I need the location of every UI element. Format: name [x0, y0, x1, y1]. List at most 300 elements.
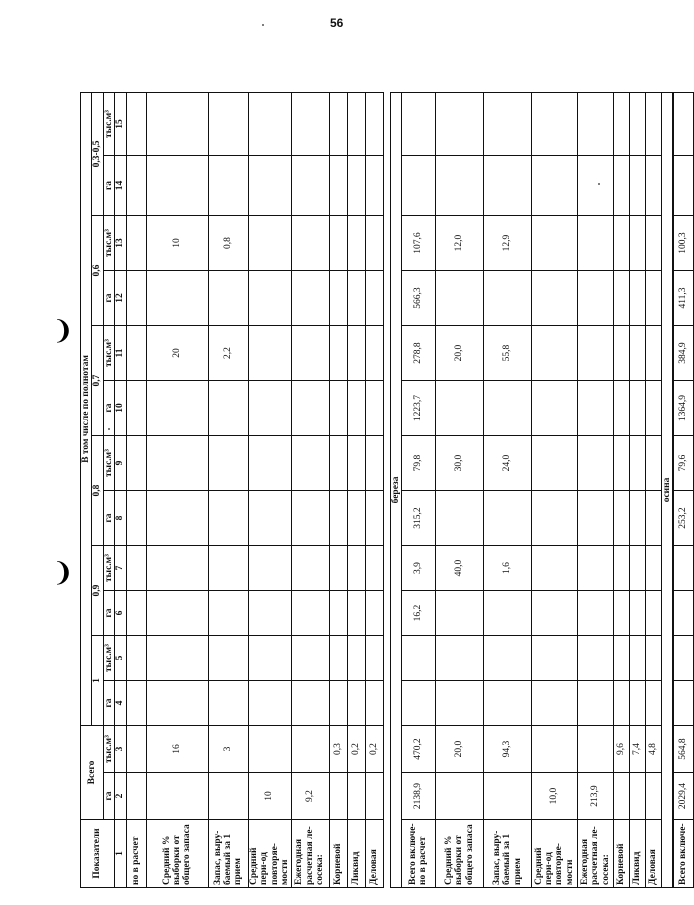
table-cell: 100,3	[673, 216, 693, 271]
table-cell	[126, 491, 146, 546]
table-cell	[577, 326, 613, 381]
table-cell	[531, 326, 577, 381]
table-cell	[577, 591, 613, 636]
table-cell	[291, 591, 329, 636]
table-cell	[435, 156, 483, 216]
table-cell: 253,2	[673, 491, 693, 546]
table-cell	[291, 216, 329, 271]
table-cell: 1223,7	[401, 381, 435, 436]
table-cell	[365, 773, 383, 820]
table-cell	[208, 491, 248, 546]
table-cell	[146, 546, 208, 591]
header-group: 0,6	[92, 216, 103, 326]
header-group: 0,7	[92, 326, 103, 436]
table-cell: 16,2	[401, 591, 435, 636]
table-cell	[248, 156, 291, 216]
table-cell	[629, 436, 645, 491]
table-cell	[531, 156, 577, 216]
table-cell	[146, 271, 208, 326]
table-cell	[673, 681, 693, 726]
table-cell	[577, 681, 613, 726]
table-cell: 0,2	[365, 726, 383, 773]
table-cell: 564,8	[673, 726, 693, 773]
table-cell: 1,6	[483, 546, 531, 591]
table-cell: 470,2	[401, 726, 435, 773]
table-cell	[531, 726, 577, 773]
table-cell	[248, 216, 291, 271]
table-cell: 20,0	[435, 326, 483, 381]
table-cell	[126, 326, 146, 381]
table-cell	[531, 591, 577, 636]
header-unit: тыс.м³	[103, 216, 114, 271]
section-label-birch: береза	[390, 92, 401, 887]
header-unit: тыс.м³	[103, 436, 114, 491]
table-cell	[435, 681, 483, 726]
table-cell	[329, 381, 347, 436]
table-cell: 107,6	[401, 216, 435, 271]
table-cell	[401, 636, 435, 681]
allowable-cut-table	[80, 92, 694, 888]
row-label: Корневой	[613, 820, 629, 888]
table-cell: 0,8	[208, 216, 248, 271]
table-cell	[531, 636, 577, 681]
table-cell	[629, 156, 645, 216]
table-cell	[248, 436, 291, 491]
table-cell	[531, 546, 577, 591]
table-row	[531, 92, 577, 887]
column-number: 2	[115, 773, 126, 820]
table-row	[365, 92, 383, 887]
column-number: 11	[115, 326, 126, 381]
table-cell	[673, 546, 693, 591]
table-cell	[365, 591, 383, 636]
table-cell	[291, 491, 329, 546]
table-cell	[146, 436, 208, 491]
column-number: 9	[115, 436, 126, 491]
table-cell: 213,9	[577, 773, 613, 820]
table-cell	[483, 681, 531, 726]
table-cell	[248, 381, 291, 436]
table-cell	[577, 216, 613, 271]
header-unit: тыс.м³	[103, 726, 114, 773]
table-cell	[146, 636, 208, 681]
table-cell: 16	[146, 726, 208, 773]
table-cell	[365, 326, 383, 381]
table-cell	[329, 436, 347, 491]
table-cell	[673, 636, 693, 681]
table-cell	[126, 271, 146, 326]
table-cell	[146, 381, 208, 436]
page-number: 56	[330, 16, 344, 30]
scan-speck	[262, 24, 264, 26]
table-cell	[577, 636, 613, 681]
table-cell	[645, 636, 661, 681]
table-row	[291, 92, 329, 887]
table-cell	[208, 636, 248, 681]
table-cell	[577, 381, 613, 436]
table-cell	[126, 636, 146, 681]
table-cell	[208, 271, 248, 326]
table-cell	[329, 92, 347, 155]
header-unit: тыс.м³	[103, 546, 114, 591]
table-cell	[208, 591, 248, 636]
row-label: Ежегодная расчетная ле-сосека:	[577, 820, 613, 888]
table-cell	[347, 491, 365, 546]
table-cell	[531, 92, 577, 155]
table-cell	[291, 92, 329, 155]
header-row-units	[103, 92, 114, 887]
table-cell: 3,9	[401, 546, 435, 591]
row-label: но в расчет	[126, 820, 146, 888]
table-cell	[329, 271, 347, 326]
row-label: Всего включе-но в расчет	[401, 820, 435, 888]
table-cell	[126, 726, 146, 773]
table-cell	[146, 773, 208, 820]
table-row	[577, 92, 613, 887]
table-cell	[365, 491, 383, 546]
table-cell	[291, 726, 329, 773]
table-cell	[126, 681, 146, 726]
table-cell	[208, 681, 248, 726]
table-cell	[126, 436, 146, 491]
header-unit: га	[103, 491, 114, 546]
table-cell	[365, 92, 383, 155]
table-cell	[483, 156, 531, 216]
table-cell	[613, 773, 629, 820]
table-cell	[347, 591, 365, 636]
table-cell	[645, 326, 661, 381]
table-cell	[613, 436, 629, 491]
table-row	[483, 92, 531, 887]
header-unit: га	[103, 773, 114, 820]
table-cell: 10	[248, 773, 291, 820]
row-label: Деловая	[365, 820, 383, 888]
section-row	[390, 92, 401, 887]
header-group: 0,8	[92, 436, 103, 546]
table-cell: 411,3	[673, 271, 693, 326]
table-cell: 0,2	[347, 726, 365, 773]
table-cell	[435, 773, 483, 820]
table-cell	[248, 591, 291, 636]
table-cell: 9,6	[613, 726, 629, 773]
section-birch	[383, 92, 401, 887]
table-cell	[126, 773, 146, 820]
table-cell	[645, 491, 661, 546]
column-number: 14	[115, 156, 126, 216]
column-number: 10	[115, 381, 126, 436]
table-cell	[347, 773, 365, 820]
row-label: Ликвид	[629, 820, 645, 888]
table-cell: 20	[146, 326, 208, 381]
row-label: Средний пери-од повторяе-мости	[531, 820, 577, 888]
table-cell	[629, 491, 645, 546]
table-cell	[208, 773, 248, 820]
table-cell: 384,9	[673, 326, 693, 381]
table-cell	[435, 491, 483, 546]
table-cell	[577, 271, 613, 326]
header-unit: га	[103, 156, 114, 216]
table-cell	[483, 636, 531, 681]
table-cell	[291, 156, 329, 216]
header-unit: тыс.м³	[103, 326, 114, 381]
table-cell	[613, 216, 629, 271]
table-cell	[291, 326, 329, 381]
table-cell	[329, 636, 347, 681]
table-cell	[613, 92, 629, 155]
scan-mark-icon: ❩	[52, 558, 74, 588]
table-cell: 9,2	[291, 773, 329, 820]
table-cell: 30,0	[435, 436, 483, 491]
table-cell	[329, 491, 347, 546]
table-cell	[531, 436, 577, 491]
table-cell	[483, 381, 531, 436]
gap-cell	[383, 92, 390, 887]
table-cell	[577, 436, 613, 491]
table-cell	[329, 681, 347, 726]
table-cell	[613, 381, 629, 436]
table-cell	[483, 591, 531, 636]
table-cell: 10,0	[531, 773, 577, 820]
row-label: Средний пери-од повторяе-мости	[248, 820, 291, 888]
table-cell	[435, 271, 483, 326]
table-cell: 278,8	[401, 326, 435, 381]
header-unit: га	[103, 681, 114, 726]
table-cell	[291, 271, 329, 326]
header-unit: га	[103, 381, 114, 436]
row-label: Запас, выру-баемый за 1 прием	[483, 820, 531, 888]
table-cell	[291, 381, 329, 436]
table-cell	[365, 546, 383, 591]
table-cell	[126, 591, 146, 636]
table-cell	[613, 326, 629, 381]
section-label-aspen: осина	[661, 92, 673, 887]
table-cell: 7,4	[629, 726, 645, 773]
header-unit: га	[103, 271, 114, 326]
table-cell	[365, 381, 383, 436]
table-cell	[347, 271, 365, 326]
table-cell	[401, 681, 435, 726]
table-cell	[645, 436, 661, 491]
table-cell: 10	[146, 216, 208, 271]
column-number: 5	[115, 636, 126, 681]
table-cell	[365, 436, 383, 491]
table-cell	[613, 546, 629, 591]
table-cell	[347, 381, 365, 436]
table-cell	[401, 156, 435, 216]
table-cell	[613, 636, 629, 681]
table-cell	[613, 591, 629, 636]
header-row-numbers	[115, 92, 126, 887]
table-cell	[629, 773, 645, 820]
table-cell: 2029,4	[673, 773, 693, 820]
table-cell	[483, 773, 531, 820]
table-cell	[645, 546, 661, 591]
table-cell	[329, 216, 347, 271]
table-cell	[531, 271, 577, 326]
table-cell	[146, 491, 208, 546]
table-row	[329, 92, 347, 887]
section-row	[661, 92, 673, 887]
table-cell	[248, 546, 291, 591]
table-cell	[577, 92, 613, 155]
table-cell	[347, 546, 365, 591]
table-cell	[613, 271, 629, 326]
table-cell	[629, 546, 645, 591]
table-cell	[248, 681, 291, 726]
table-cell	[673, 591, 693, 636]
table-cell	[483, 92, 531, 155]
table-cell	[613, 491, 629, 546]
table-cell	[613, 681, 629, 726]
table-cell	[629, 271, 645, 326]
header-unit: га	[103, 591, 114, 636]
table-cell	[291, 681, 329, 726]
table-cell	[126, 92, 146, 155]
header-row-1	[81, 92, 92, 887]
table-cell	[629, 636, 645, 681]
table-cell	[365, 271, 383, 326]
table-cell: 2138,9	[401, 773, 435, 820]
table-row	[248, 92, 291, 887]
header-group: 0,3-0,5	[92, 92, 103, 215]
table-cell	[531, 381, 577, 436]
header-group: 0,9	[92, 546, 103, 636]
table-row	[401, 92, 435, 887]
table-cell	[208, 92, 248, 155]
table-cell	[208, 156, 248, 216]
table-cell	[329, 773, 347, 820]
table-cell	[208, 381, 248, 436]
table-cell	[531, 216, 577, 271]
table-cell	[347, 156, 365, 216]
row-label: Ликвид	[347, 820, 365, 888]
table-cell	[146, 156, 208, 216]
table-row	[146, 92, 208, 887]
header-in-fullness: В том числе по полнотам	[81, 92, 92, 725]
header-indicators: Показатели	[81, 820, 115, 888]
header-unit: тыс.м³	[103, 92, 114, 155]
table-cell	[329, 326, 347, 381]
table-cell	[645, 773, 661, 820]
column-number: 15	[115, 92, 126, 155]
gap-row	[383, 92, 390, 887]
table-cell	[613, 156, 629, 216]
table-cell	[435, 92, 483, 155]
table-row	[629, 92, 645, 887]
column-number: 13	[115, 216, 126, 271]
table-cell	[577, 156, 613, 216]
block-2-rows	[401, 92, 661, 887]
table-cell: 4,8	[645, 726, 661, 773]
table-cell	[483, 271, 531, 326]
table-cell	[248, 636, 291, 681]
table-cell	[645, 271, 661, 326]
table-cell	[577, 546, 613, 591]
table-cell	[208, 546, 248, 591]
column-number: 7	[115, 546, 126, 591]
table-cell	[248, 271, 291, 326]
table-cell: 55,8	[483, 326, 531, 381]
table-cell	[577, 726, 613, 773]
row-label: Корневой	[329, 820, 347, 888]
table-row	[645, 92, 661, 887]
table-cell	[248, 491, 291, 546]
table-cell	[645, 216, 661, 271]
table-cell	[629, 591, 645, 636]
table-cell	[673, 156, 693, 216]
table-cell: 1364,9	[673, 381, 693, 436]
table-cell	[629, 326, 645, 381]
table-cell: 40,0	[435, 546, 483, 591]
column-number: 6	[115, 591, 126, 636]
block-1-rows	[126, 92, 383, 887]
table-cell	[435, 591, 483, 636]
table-row	[435, 92, 483, 887]
row-label: Средний % выборки от общего запаса	[435, 820, 483, 888]
row-label: Деловая	[645, 820, 661, 888]
table-cell	[291, 436, 329, 491]
table-row	[126, 92, 146, 887]
table-cell	[146, 92, 208, 155]
table-cell	[146, 681, 208, 726]
table-cell	[347, 436, 365, 491]
table-cell	[435, 381, 483, 436]
table-cell	[347, 92, 365, 155]
table-row	[613, 92, 629, 887]
table-cell	[347, 681, 365, 726]
table-cell	[629, 381, 645, 436]
table-cell: 566,3	[401, 271, 435, 326]
column-number: 3	[115, 726, 126, 773]
table-cell	[531, 491, 577, 546]
section-aspen	[661, 92, 673, 887]
table-row	[673, 92, 693, 887]
table-row	[347, 92, 365, 887]
table-cell	[126, 216, 146, 271]
table-cell: 79,6	[673, 436, 693, 491]
table-cell	[435, 636, 483, 681]
table-cell	[347, 216, 365, 271]
table-cell: 3	[208, 726, 248, 773]
table-cell	[645, 381, 661, 436]
table-cell	[483, 491, 531, 546]
table-cell	[126, 381, 146, 436]
table-cell	[248, 92, 291, 155]
table-row	[208, 92, 248, 887]
table-cell	[146, 591, 208, 636]
table-cell	[208, 436, 248, 491]
header-group: 1	[92, 636, 103, 726]
column-number: 8	[115, 491, 126, 546]
header-total: Всего	[81, 726, 104, 820]
table-cell	[248, 726, 291, 773]
table-cell: 12,9	[483, 216, 531, 271]
scan-mark-icon: ❩	[52, 316, 74, 346]
column-number: 12	[115, 271, 126, 326]
table-cell: 2,2	[208, 326, 248, 381]
table-cell	[347, 326, 365, 381]
table-cell	[248, 326, 291, 381]
table-cell	[365, 216, 383, 271]
table-cell	[577, 491, 613, 546]
table-cell: 79,8	[401, 436, 435, 491]
table-cell: 0,3	[329, 726, 347, 773]
table-cell	[531, 681, 577, 726]
table-cell	[629, 92, 645, 155]
table-cell	[329, 546, 347, 591]
table-cell	[126, 156, 146, 216]
column-number: 4	[115, 681, 126, 726]
